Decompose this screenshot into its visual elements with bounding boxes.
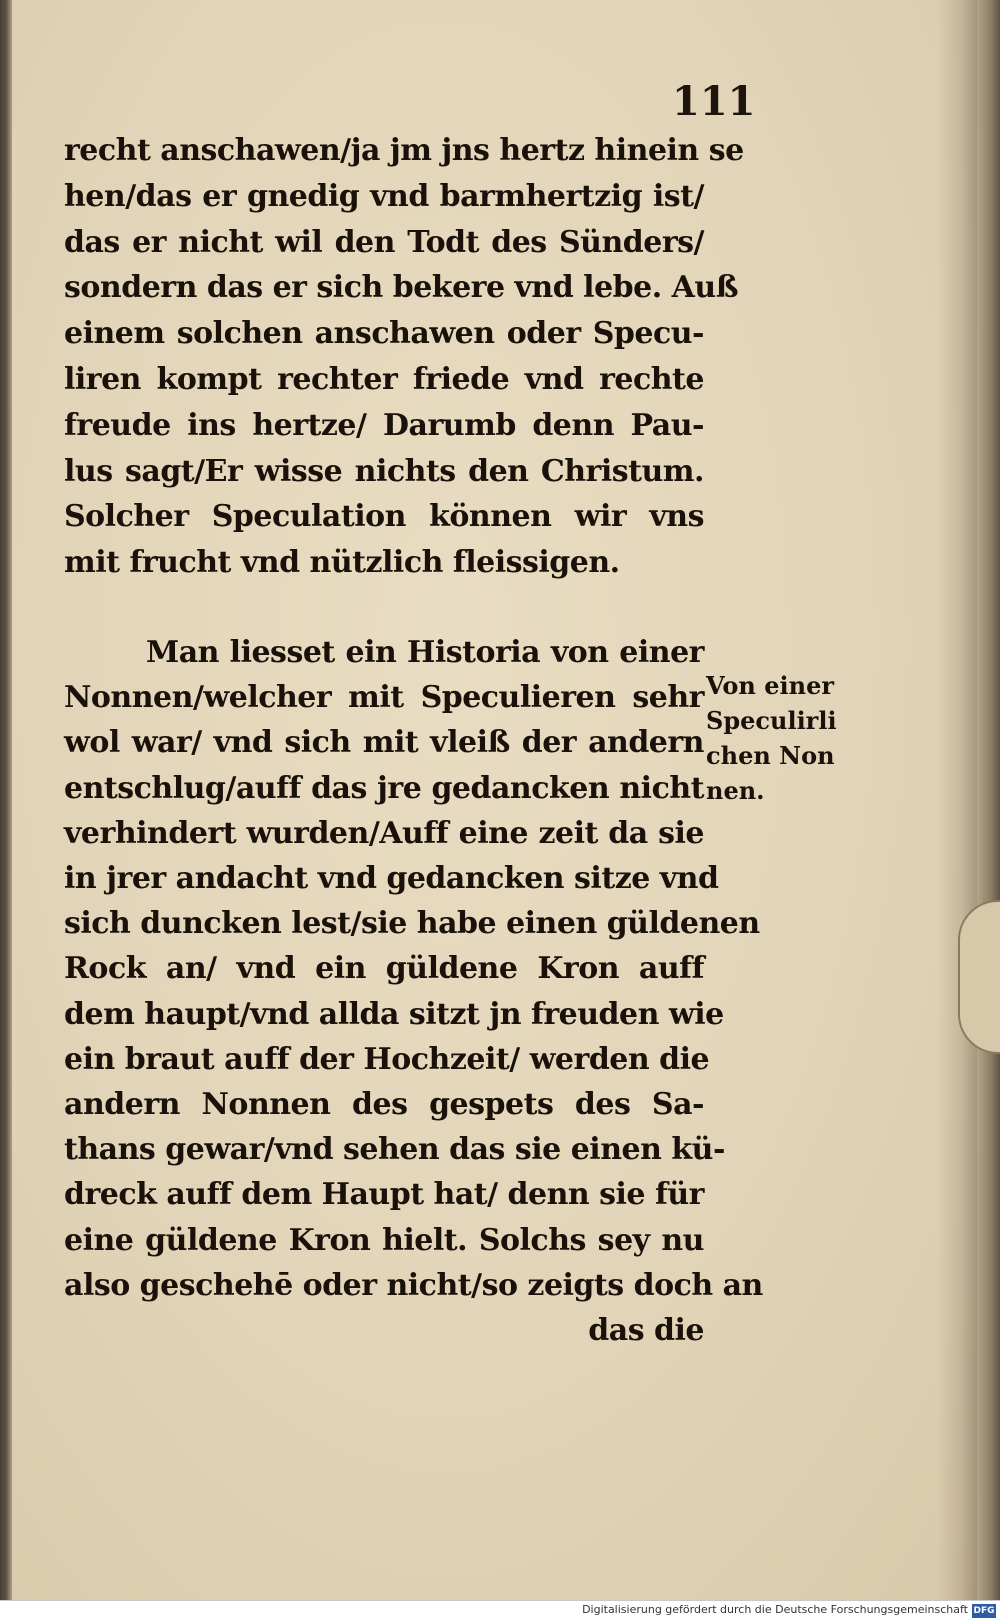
text-line: ein braut auff der Hochzeit/ werden die	[64, 1041, 710, 1077]
text-line: sich duncken lest/sie habe einen güldenen	[64, 906, 760, 942]
marginal-line: Speculirli	[706, 706, 837, 735]
text-line: thans gewar/vnd sehen das sie einen kü-	[64, 1132, 725, 1168]
funding-credit: Digitalisierung gefördert durch die Deutsche Forschungsgemeinschaft	[582, 1603, 968, 1616]
text-line: recht anschawen/ja jm jns hertz hinein se	[64, 133, 744, 168]
text-line: Rock an/ vnd ein güldene Kron auff	[64, 951, 704, 987]
marginal-line: Von einer	[706, 671, 834, 700]
catchword: das die	[588, 1313, 704, 1349]
text-line: in jrer andacht vnd gedancken sitze vnd	[64, 861, 719, 897]
text-line: hen/das er gnedig vnd barmhertzig ist/	[64, 178, 704, 214]
page-tab-marker	[958, 900, 1000, 1054]
footer-bar	[0, 1600, 1000, 1621]
text-line: Man liesset ein Historia von einer	[146, 635, 704, 670]
marginal-note	[706, 668, 876, 808]
text-line: eine güldene Kron hielt. Solchs sey nu	[64, 1222, 704, 1258]
text-line: verhindert wurden/Auff eine zeit da sie	[64, 815, 704, 851]
page-number: 111	[672, 78, 756, 125]
paragraph-2	[64, 630, 763, 1353]
dfg-logo-icon[interactable]: DFG	[973, 1606, 995, 1616]
text-line: einem solchen anschawen oder Specu-	[64, 316, 704, 352]
text-line: sondern das er sich bekere vnd lebe. Auß	[64, 270, 738, 306]
text-line: freude ins hertze/ Darumb denn Pau-	[64, 407, 704, 443]
text-line: wol war/ vnd sich mit vleiß der andern	[64, 725, 704, 761]
text-line: also geschehē oder nicht/so zeigts doch an	[64, 1267, 763, 1303]
page-gutter-shadow	[937, 0, 977, 1600]
text-line: Nonnen/welcher mit Speculieren sehr	[64, 680, 704, 716]
text-line: dreck auff dem Haupt hat/ denn sie für	[64, 1177, 704, 1213]
marginal-line: nen.	[706, 776, 765, 805]
text-line: Solcher Speculation können wir vns	[64, 499, 704, 535]
marginal-line: chen Non	[706, 741, 835, 770]
text-line: entschlug/auff das jre gedancken nicht	[64, 770, 704, 806]
paragraph-1	[64, 128, 744, 586]
text-line: liren kompt rechter friede vnd rechte	[64, 361, 704, 397]
text-line: mit frucht vnd nützlich fleissigen.	[64, 545, 620, 581]
text-line: andern Nonnen des gespets des Sa-	[64, 1087, 704, 1123]
text-line: das er nicht wil den Todt des Sünders/	[64, 224, 704, 260]
text-line: dem haupt/vnd allda sitzt jn freuden wie	[64, 996, 724, 1032]
text-line: lus sagt/Er wisse nichts den Christum.	[64, 453, 704, 489]
